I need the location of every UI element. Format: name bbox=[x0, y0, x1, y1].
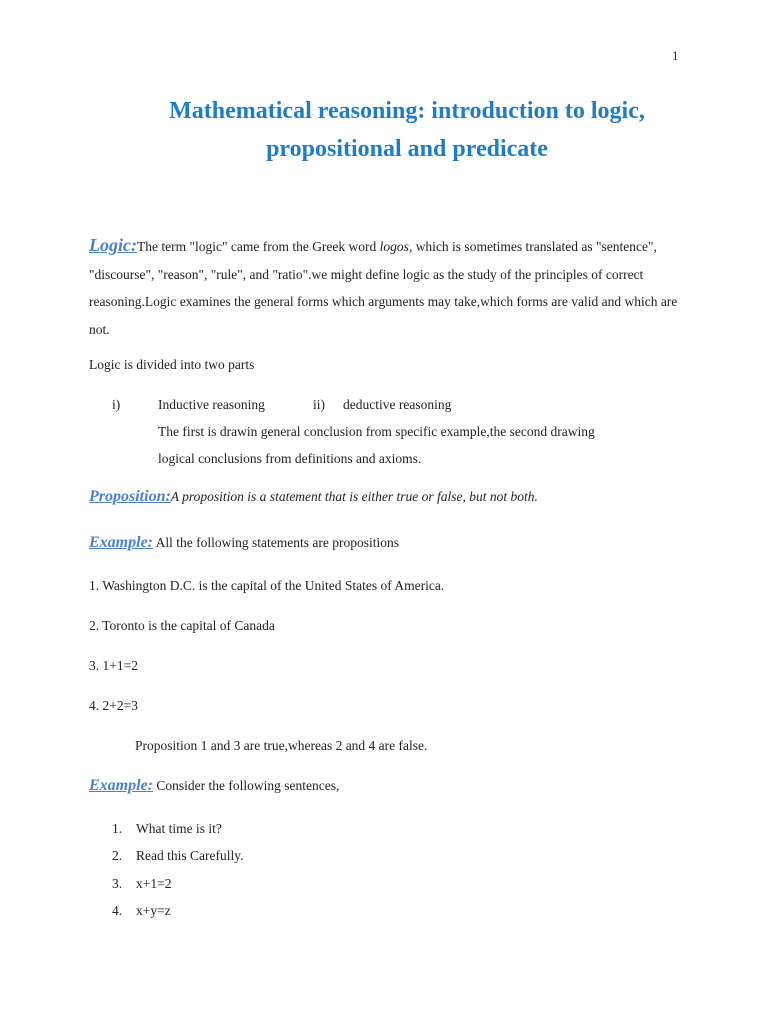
division-item2-text: deductive reasoning bbox=[343, 397, 452, 412]
proposition-heading: Proposition: bbox=[89, 488, 171, 505]
logic-italic-word: logos bbox=[379, 239, 409, 254]
division-item1-text: Inductive reasoning bbox=[158, 397, 265, 412]
division-explanation-line1: The first is drawin general conclusion from specific example,the second drawing bbox=[158, 424, 595, 439]
division-intro: Logic is divided into two parts bbox=[89, 357, 255, 372]
list-item: x+1=2 bbox=[136, 876, 172, 891]
list-item-marker: 4. bbox=[112, 903, 123, 918]
example2-text: Consider the following sentences, bbox=[153, 778, 340, 793]
division-explanation-line2: logical conclusions from definitions and axioms. bbox=[158, 451, 422, 466]
example1-heading: Example: bbox=[89, 534, 153, 551]
list-item-marker: 3. bbox=[112, 876, 123, 891]
page-title bbox=[0, 92, 768, 168]
list-item-marker: 2. bbox=[112, 848, 123, 863]
list-item: What time is it? bbox=[136, 821, 222, 836]
list-item: Read this Carefully. bbox=[136, 848, 244, 863]
list-item: 4. 2+2=3 bbox=[89, 698, 138, 713]
list-item: 1. Washington D.C. is the capital of the United States of America. bbox=[89, 578, 445, 593]
title-line-1: Mathematical reasoning: introduction to logic, bbox=[169, 98, 645, 124]
example1-text: All the following statements are propositions bbox=[153, 535, 399, 550]
logic-text-after: , which is sometimes translated as "sentence", "discourse", "reason", "rule", and "ratio".we might define logic as the study of the principles of correct reasoning.Logic examines the general forms which arguments may take,which forms are valid and which are not. bbox=[89, 239, 678, 337]
page-number: 1 bbox=[672, 48, 679, 63]
division-item1-marker: i) bbox=[112, 397, 121, 412]
example2-heading: Example: bbox=[89, 777, 153, 794]
logic-definition-paragraph bbox=[89, 232, 679, 343]
list-item-marker: 1. bbox=[112, 821, 123, 836]
example1-paragraph bbox=[89, 534, 399, 552]
example2-paragraph bbox=[89, 777, 339, 795]
logic-heading: Logic: bbox=[89, 235, 137, 255]
example1-conclusion: Proposition 1 and 3 are true,whereas 2 and 4 are false. bbox=[135, 738, 428, 753]
list-item: 2. Toronto is the capital of Canada bbox=[89, 618, 275, 633]
list-item: x+y=z bbox=[136, 903, 171, 918]
logic-text-before: The term "logic" came from the Greek word bbox=[136, 239, 380, 254]
proposition-paragraph bbox=[89, 488, 538, 506]
division-item2-marker: ii) bbox=[313, 397, 325, 412]
list-item: 3. 1+1=2 bbox=[89, 658, 138, 673]
title-line-2: propositional and predicate bbox=[266, 136, 548, 162]
proposition-definition: A proposition is a statement that is either true or false, but not both. bbox=[170, 489, 538, 504]
